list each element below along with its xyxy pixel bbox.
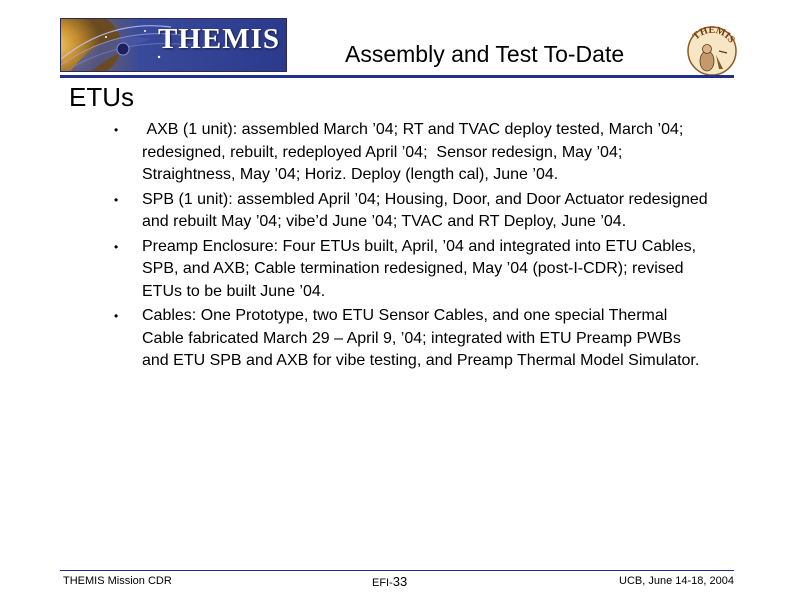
footer-divider bbox=[60, 570, 734, 571]
footer-page-number: 33 bbox=[392, 574, 408, 589]
bullet-marker: • bbox=[114, 239, 119, 254]
section-heading: ETUs bbox=[69, 82, 134, 112]
slide-title: Assembly and Test To-Date bbox=[345, 41, 625, 67]
footer-page-id bbox=[372, 574, 407, 589]
title-divider bbox=[60, 75, 734, 78]
bullet-item bbox=[110, 236, 710, 304]
bullet-marker: • bbox=[114, 123, 119, 137]
bullet-marker: • bbox=[114, 309, 119, 323]
bullet-text: Cables: One Prototype, two ETU Sensor Cables, and one special Thermal Cable fabricated March 29 – April 9, ’04; integrated with ETU Preamp PWBs and ETU SPB and AXB for vibe testing, and Preamp Thermal Model Simulator. bbox=[142, 307, 700, 369]
bullet-list bbox=[110, 119, 710, 375]
logo-text: THEMIS bbox=[157, 23, 280, 55]
bullet-marker: • bbox=[114, 192, 119, 207]
themis-mission-badge-icon bbox=[683, 25, 741, 77]
bullet-text: SPB (1 unit): assembled April ’04; Housing, Door, and Door Actuator redesigned and rebuilt May ’04; vibe’d June ’04; TVAC and RT Deploy, June ’04. bbox=[142, 190, 708, 230]
bullet-item bbox=[110, 189, 710, 234]
bullet-text: Preamp Enclosure: Four ETUs built, April, ’04 and integrated into ETU Cables, SPB, and AXB; Cable termination redesigned, May ’04 (post-I-CDR); revised ETUs to be built June ’04. bbox=[142, 237, 697, 300]
footer-mission-label: THEMIS Mission CDR bbox=[63, 575, 172, 587]
footer-date: UCB, June 14-18, 2004 bbox=[619, 575, 734, 587]
bullet-text: AXB (1 unit): assembled March ’04; RT and TVAC deploy tested, March ’04; redesigned, rebuilt, redeployed April ’04; Sensor redesign, May ’04; Straightness, May ’04; Horiz. Deploy (length cal), June ’04. bbox=[142, 121, 688, 183]
themis-logo-banner bbox=[60, 18, 287, 72]
footer-page-prefix: EFI- bbox=[372, 577, 393, 589]
badge-text: THEMIS bbox=[690, 25, 737, 46]
bullet-item bbox=[110, 305, 710, 373]
bullet-item bbox=[110, 119, 710, 187]
